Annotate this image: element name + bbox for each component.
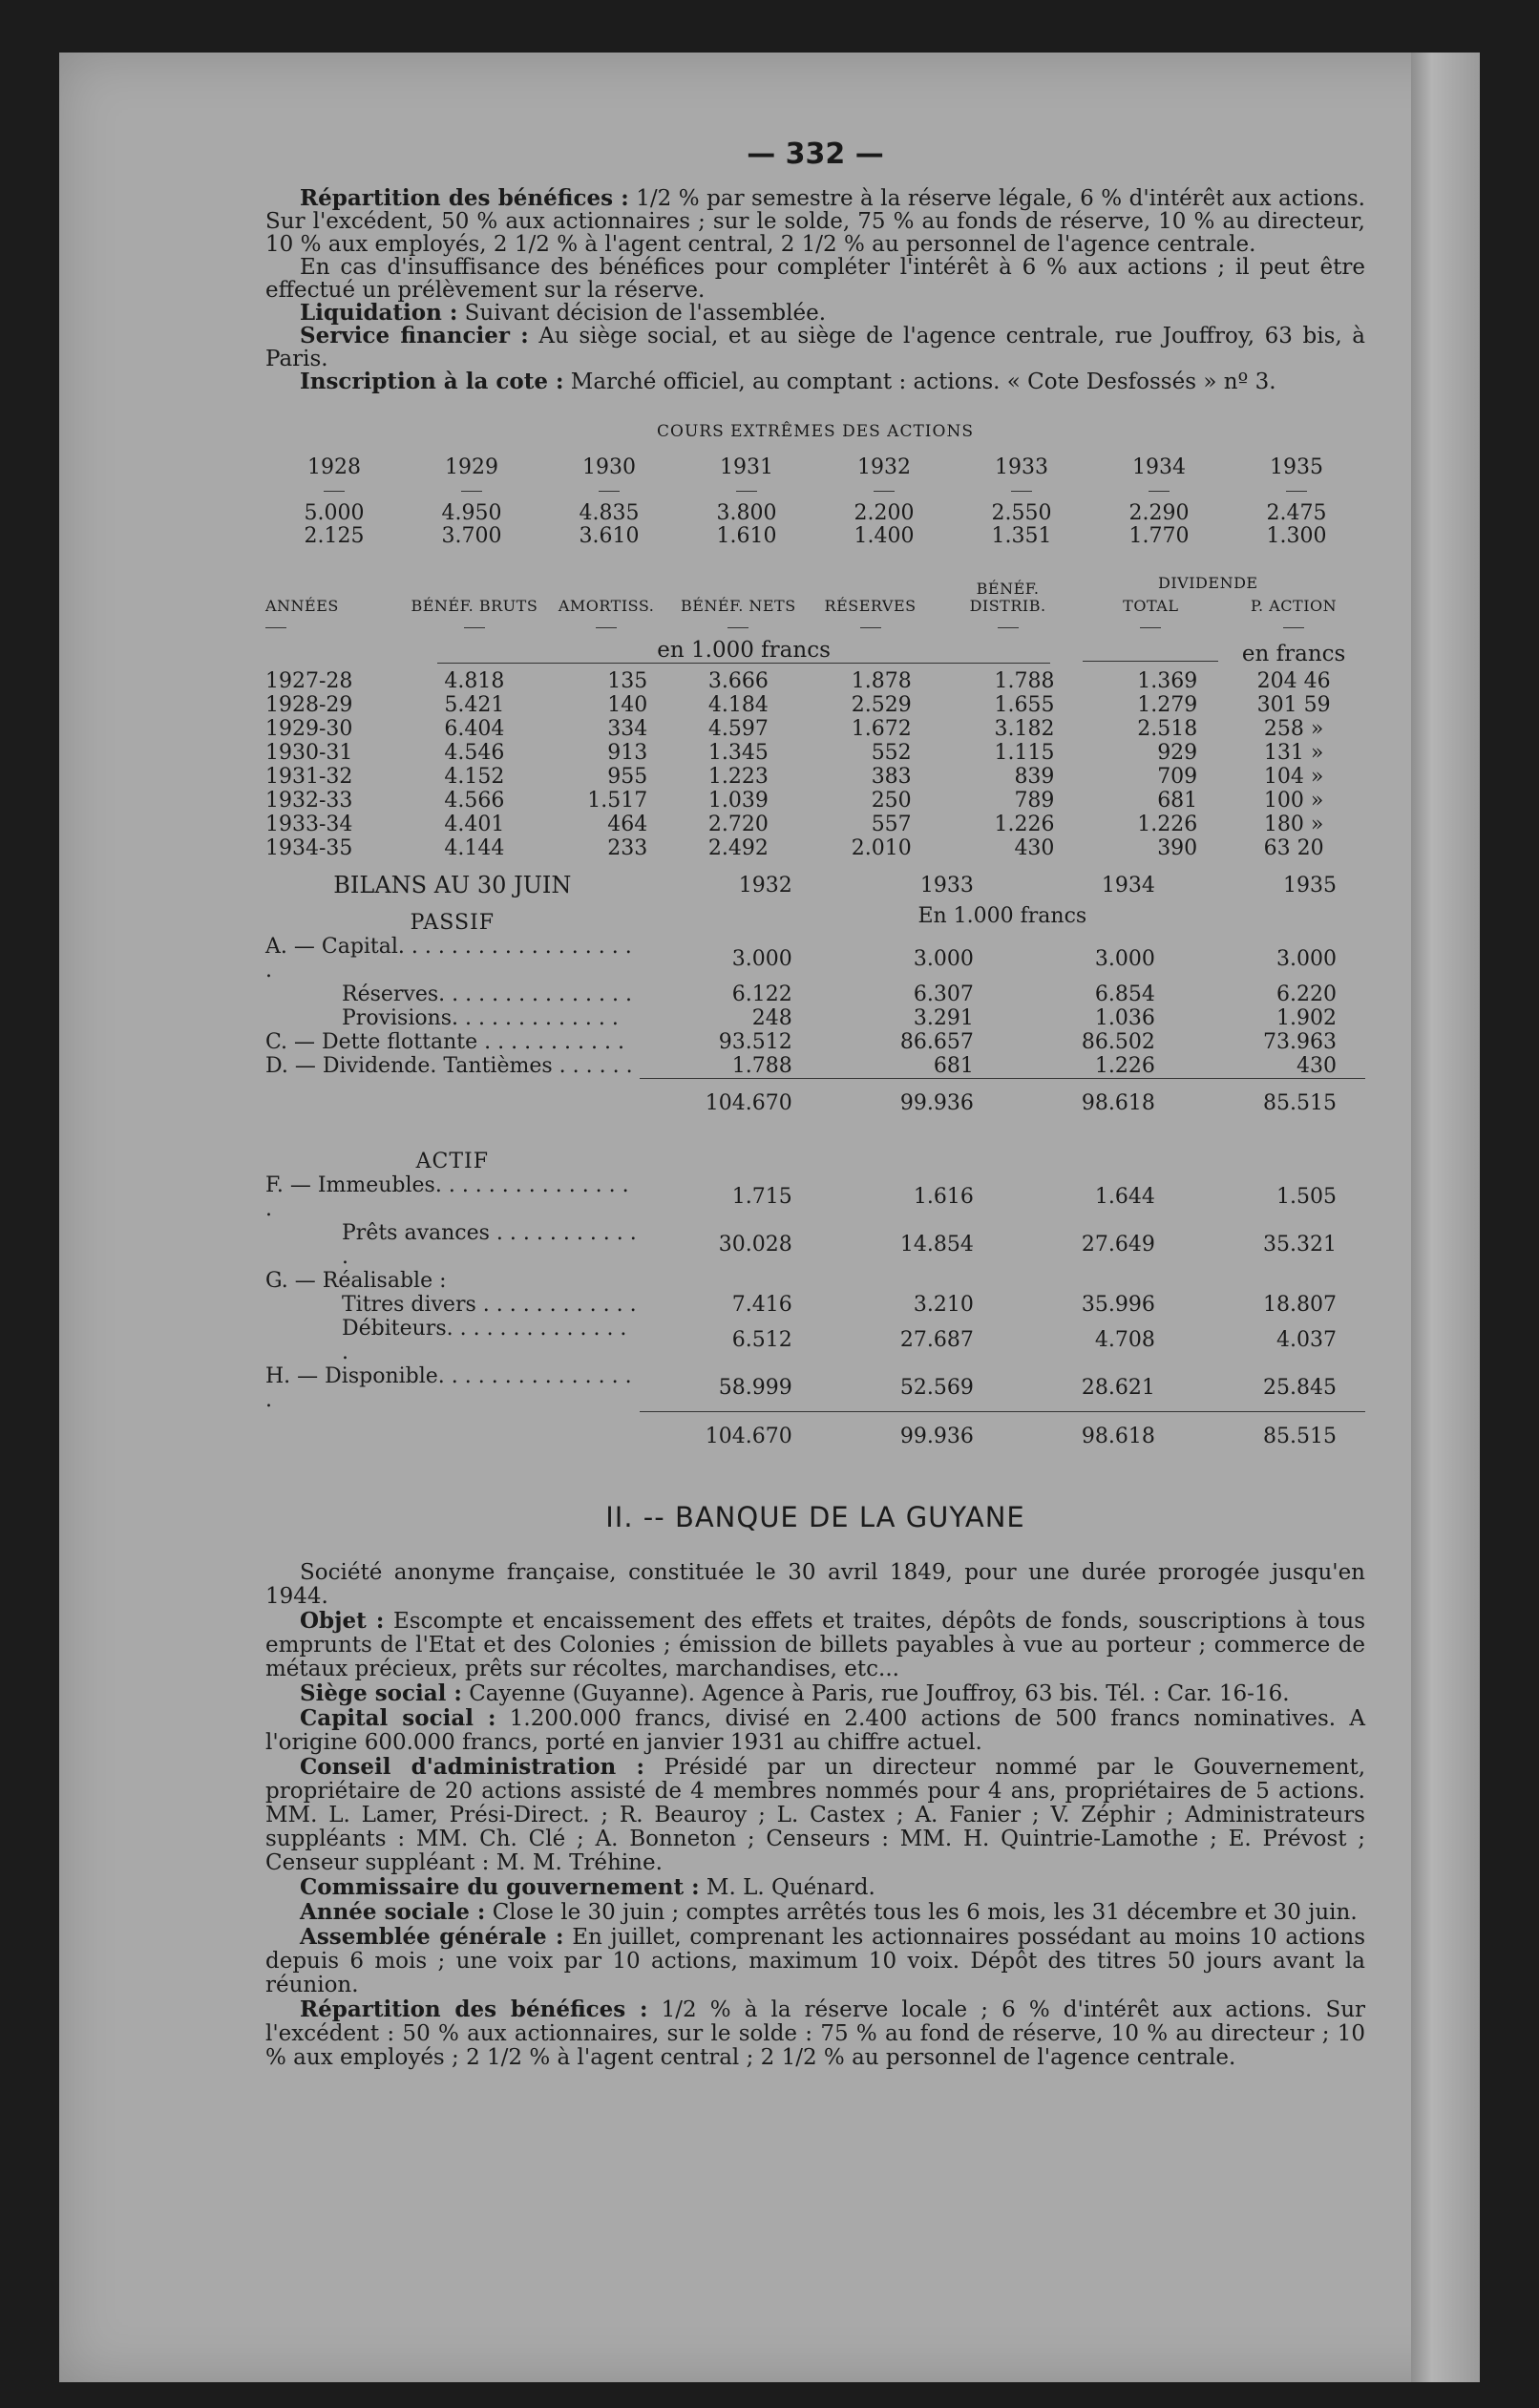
total-value: 99.936 [821,1412,1002,1454]
cours-high: 4.950 [441,501,502,525]
cell-total: 390 [1157,836,1198,860]
section-paragraph [265,1681,1365,1706]
cours-high-row [265,502,1365,525]
row-label: A. — Capital. . . . . . . . . . . . . . . . . . . [265,935,632,982]
cell-value: 52.569 [899,1375,974,1400]
cell-value [1184,1269,1365,1293]
cell-bruts: 4.818 [444,669,505,693]
cell-value: 1.788 [731,1054,792,1078]
cell-value: 35.321 [1263,1233,1337,1257]
paragraph-label: Liquidation : [300,300,458,326]
table-row [265,1054,1365,1079]
cell-value: 1.226 [1094,1054,1155,1078]
total-row [265,1412,1365,1454]
paragraph-text: 1.200.000 francs, divisé en 2.400 actions de 500 francs nominatives. A l'origine 600.000 francs, porté en janvier 1931 au chiffre actuel. [265,1705,1366,1755]
row-label: F. — Immeubles. . . . . . . . . . . . . . . . [265,1172,629,1221]
bilans-header-row [265,874,1365,898]
cell-value: 3.000 [731,946,792,971]
table-row [265,982,1365,1006]
unit-milliers-text: en 1.000 francs [657,638,831,663]
cell-value [1002,1269,1184,1293]
dash [461,491,482,492]
cell-total: 681 [1157,789,1198,813]
section-paragraph [265,1900,1365,1925]
dash [464,627,485,628]
cell-annee: 1929-30 [265,717,353,741]
cours-low: 2.125 [304,524,365,548]
dash [1283,627,1304,628]
cell-annee: 1930-31 [265,741,353,765]
cell-bruts: 4.144 [444,836,505,860]
total-value: 99.936 [821,1079,1002,1121]
dash [1286,491,1307,492]
table-row [265,1030,1365,1054]
cell-p-action: 204 46 [1256,669,1331,693]
cours-high: 2.550 [991,501,1052,525]
bilans-title: BILANS AU 30 JUIN [333,872,572,898]
cell-reserves: 557 [871,813,912,836]
bilans-unit: En 1.000 francs [917,904,1087,928]
row-label: Prêts avances . . . . . . . . . . . . [342,1220,637,1269]
cours-year: 1935 [1270,455,1323,479]
cell-value: 6.220 [1276,982,1337,1006]
cell-value: 1.505 [1276,1185,1337,1209]
dash [324,491,345,492]
cours-year: 1928 [307,455,361,479]
cell-p-action: 63 20 [1263,836,1324,860]
cell-bruts: 4.401 [444,813,505,836]
cell-amort: 464 [607,813,648,836]
col-amortiss: AMORTISS. [558,597,655,615]
cell-value [640,1269,821,1293]
cell-bruts: 4.566 [444,789,505,813]
cell-value: 7.416 [731,1292,792,1317]
unit-milliers [409,639,1080,669]
row-label: Réserves. . . . . . . . . . . . . . . [342,982,632,1006]
paragraph-text: Au siège social, et au siège de l'agence centrale, rue Jouffroy, 63 bis, à Paris. [265,324,1365,371]
intro-paragraph [265,370,1365,393]
cell-value: 27.687 [899,1328,974,1352]
cell-total: 929 [1157,741,1198,765]
cell-total: 1.279 [1137,693,1198,717]
cell-annee: 1933-34 [265,813,353,836]
cell-reserves: 250 [871,789,912,813]
cell-reserves: 383 [871,765,912,789]
cours-low: 1.610 [716,524,777,548]
actif-label: ACTIF [415,1149,490,1173]
total-value: 85.515 [1184,1412,1365,1454]
paragraph-label: Commissaire du gouvernement : [300,1873,700,1900]
col-p-action: P. ACTION [1251,597,1338,615]
cours-low: 3.700 [441,524,502,548]
paragraph-label: Siège social : [300,1679,462,1706]
cell-value: 3.291 [913,1006,974,1030]
page-edge [1411,53,1480,2382]
cell-value: 73.963 [1263,1030,1337,1054]
cell-reserves: 552 [871,741,912,765]
cours-year: 1929 [445,455,498,479]
cours-low: 1.400 [854,524,915,548]
cell-value: 86.657 [899,1030,974,1054]
cell-nets: 4.184 [707,693,769,717]
actif-header-row [265,1121,1365,1173]
cell-distrib: 430 [1014,836,1055,860]
cell-value: 3.000 [1276,946,1337,971]
page-content [265,137,1366,2070]
paragraph-text: Escompte et encaissement des effets et traites, dépôts de fonds, souscriptions à tous emprunts de l'Etat et des Colonies ; émission de billets payables à vue au porteur ; commerce de métaux précieux, prêts sur récoltes, marchandises, etc... [265,1608,1365,1681]
cell-annee: 1928-29 [265,693,353,717]
cell-value: 93.512 [718,1030,792,1054]
bilans-year: 1934 [1101,874,1155,898]
section-paragraph [265,1706,1365,1755]
paragraph-label: Conseil d'administration : [300,1753,644,1780]
cell-amort: 140 [607,693,648,717]
cell-distrib: 839 [1014,765,1055,789]
cell-amort: 334 [607,717,648,741]
cell-annee: 1927-28 [265,669,353,693]
cell-value: 14.854 [899,1233,974,1257]
cell-value: 681 [933,1054,974,1078]
intro-paragraph [265,187,1365,256]
table-row [265,935,1365,982]
table-row [265,836,1365,860]
cell-value [821,1269,1002,1293]
cell-amort: 955 [607,765,648,789]
paragraph-label: Répartition des bénéfices : [300,1996,648,2022]
section-paragraph [265,1561,1365,1609]
table-row [265,765,1365,789]
cell-value: 1.644 [1094,1185,1155,1209]
bilans-year: 1932 [738,874,792,898]
cell-amort: 1.517 [587,789,648,813]
cell-distrib: 789 [1014,789,1055,813]
cell-value: 430 [1297,1054,1337,1078]
dash [1011,491,1032,492]
cell-value: 6.307 [913,982,974,1006]
table-row [265,789,1365,813]
table-row [265,741,1365,765]
bilans-subheader-row [265,898,1365,935]
cell-value: 1.715 [731,1185,792,1209]
paragraph-label: Inscription à la cote : [300,369,564,394]
cell-reserves: 1.878 [851,669,912,693]
cell-distrib: 1.226 [994,813,1055,836]
cell-total: 2.518 [1137,717,1198,741]
unit-francs: en francs [1241,641,1346,666]
row-label: D. — Dividende. Tantièmes . . . . . . [265,1054,633,1079]
table-row [265,1364,1365,1412]
cours-year: 1930 [582,455,636,479]
intro-paragraph [265,302,1365,325]
col-annees: ANNÉES [265,597,339,615]
table-row [265,1006,1365,1030]
cours-high: 3.800 [716,501,777,525]
dash [599,491,620,492]
cell-p-action: 104 » [1263,765,1324,789]
cell-bruts: 5.421 [444,693,505,717]
cours-low: 1.351 [991,524,1052,548]
section-paragraph [265,1609,1365,1681]
paragraph-text: M. L. Quénard. [706,1874,875,1900]
paragraph-text: Présidé par un directeur nommé par le Gouvernement, propriétaire de 20 actions assisté de 4 membres nommés pour 4 ans, propriétaires de 5 actions. MM. L. Lamer, Prési-Direct. ; R. Beauroy ; L. Castex ; A. Fanier ; V. Zéphir ; Administrateurs suppléants : MM. Ch. Clé ; A. Bonneton ; Censeurs : MM. H. Quintrie-Lamothe ; E. Prévost ; Censeur suppléant : M. M. Tréhine. [265,1754,1366,1875]
cell-value: 1.036 [1094,1006,1155,1030]
section-paragraph [265,1875,1365,1900]
dash [1140,627,1161,628]
cell-value: 35.996 [1081,1292,1155,1317]
paragraph-text: Marché officiel, au comptant : actions. « Cote Desfossés » nº 3. [570,370,1276,394]
cell-p-action: 301 59 [1256,693,1331,717]
total-value: 104.670 [640,1412,821,1454]
cours-low: 1.300 [1266,524,1327,548]
paragraph-label: Capital social : [300,1704,496,1731]
dash [596,627,617,628]
cell-p-action: 100 » [1263,789,1324,813]
cell-value: 3.210 [913,1292,974,1317]
cell-value: 248 [751,1006,792,1030]
row-label: H. — Disponible. . . . . . . . . . . . . . . . [265,1363,632,1412]
cell-distrib: 1.655 [994,693,1055,717]
table-row [265,669,1365,693]
table-row [265,1221,1365,1269]
dash-row [265,479,1365,502]
cell-total: 1.369 [1137,669,1198,693]
paragraph-label: Assemblée générale : [300,1923,564,1950]
table-row [265,1269,1365,1293]
cours-year: 1931 [720,455,773,479]
cell-value: 27.649 [1081,1233,1155,1257]
cours-low: 3.610 [579,524,640,548]
cell-nets: 4.597 [707,717,769,741]
cell-distrib: 1.788 [994,669,1055,693]
cell-value: 4.708 [1094,1328,1155,1352]
col-benef-bruts: BÉNÉF. BRUTS [411,597,538,615]
row-label: Provisions. . . . . . . . . . . . . [342,1006,619,1030]
cours-year: 1932 [857,455,911,479]
col-benef-nets: BÉNÉF. NETS [680,597,796,615]
cell-value: 1.902 [1276,1006,1337,1030]
cell-bruts: 4.546 [444,741,505,765]
cell-reserves: 2.010 [851,836,912,860]
bilans-year: 1933 [919,874,974,898]
cell-annee: 1932-33 [265,789,353,813]
table-row [265,813,1365,836]
total-value: 98.618 [1002,1079,1184,1121]
cours-low-row [265,525,1365,548]
cell-nets: 1.345 [707,741,769,765]
paragraph-label: Répartition des bénéfices : [300,185,629,211]
intro-paragraph [265,256,1365,302]
dash [874,491,895,492]
cell-nets: 2.492 [707,836,769,860]
cell-value: 25.845 [1263,1375,1337,1400]
paragraph-label: Service financier : [300,323,529,349]
cell-nets: 1.039 [707,789,769,813]
dash [265,627,286,628]
section-paragraph [265,1925,1365,1997]
cell-reserves: 2.529 [851,693,912,717]
cell-value: 6.854 [1094,982,1155,1006]
table-row [265,693,1365,717]
page-number: — 332 — [747,137,884,171]
bilans-year: 1935 [1283,874,1337,898]
dash [1149,491,1170,492]
row-label: C. — Dette flottante . . . . . . . . . . . [265,1030,624,1054]
passif-label: PASSIF [410,911,495,935]
paragraph-text: 1/2 % par semestre à la réserve légale, 6 % d'intérêt aux actions. Sur l'excédent, 50 % aux actionnaires ; sur le solde, 75 % au fonds de réserve, 10 % au directeur, 10 % aux employés, 2 1/2 % à l'agent central, 2 1/2 % au personnel de l'agence centrale. [265,186,1365,257]
dash-row [265,615,1365,639]
cours-years-row [265,456,1365,479]
bilans-table [265,874,1365,1454]
cell-value: 28.621 [1081,1375,1155,1400]
section-paragraph [265,1997,1365,2070]
cours-high: 2.475 [1266,501,1327,525]
paragraph-text: Société anonyme française, constituée le 30 avril 1849, pour une durée prorogée jusqu'en 1944. [265,1559,1365,1609]
cell-bruts: 4.152 [444,765,505,789]
cell-amort: 913 [607,741,648,765]
cell-value: 18.807 [1263,1292,1337,1317]
cell-bruts: 6.404 [444,717,505,741]
cell-nets: 2.720 [707,813,769,836]
total-value: 85.515 [1184,1079,1365,1121]
col-reserves: RÉSERVES [824,597,917,615]
col-total-label: TOTAL [1123,597,1179,615]
cell-value: 3.000 [1094,946,1155,971]
cours-year: 1934 [1132,455,1186,479]
cell-nets: 1.223 [707,765,769,789]
total-row [265,1079,1365,1121]
unit-line [1079,639,1222,669]
row-label: Débiteurs. . . . . . . . . . . . . . . [342,1316,627,1364]
cell-value: 3.000 [913,946,974,971]
cours-table [265,456,1365,548]
cell-annee: 1934-35 [265,836,353,860]
paragraph-text: Suivant décision de l'assemblée. [464,301,827,326]
cours-high: 5.000 [304,501,365,525]
paragraph-label: Année sociale : [300,1898,486,1925]
benefices-rows [265,669,1365,860]
cell-value: 6.122 [731,982,792,1006]
unit-row [265,639,1365,669]
benefices-table [265,575,1365,860]
col-benef-distrib: BÉNÉF. DISTRIB. [969,580,1046,615]
benefices-header-row [265,575,1365,615]
dash [736,491,757,492]
section-paragraph [265,1755,1365,1875]
cell-annee: 1931-32 [265,765,353,789]
intro-paragraph [265,325,1365,370]
row-label: G. — Réalisable : [265,1268,447,1293]
cours-high: 2.200 [854,501,915,525]
cell-nets: 3.666 [707,669,769,693]
total-value: 104.670 [640,1079,821,1121]
cell-value: 4.037 [1276,1328,1337,1352]
cell-distrib: 3.182 [994,717,1055,741]
cours-caption: COURS EXTRÊMES DES ACTIONS [657,422,974,441]
cell-total: 1.226 [1137,813,1198,836]
table-row [265,1317,1365,1364]
table-row [265,1173,1365,1221]
table-row [265,717,1365,741]
cell-p-action: 180 » [1263,813,1324,836]
total-value: 98.618 [1002,1412,1184,1454]
table-row [265,1293,1365,1317]
cours-low: 1.770 [1128,524,1190,548]
cell-amort: 233 [607,836,648,860]
cell-total: 709 [1157,765,1198,789]
paragraph-text: En cas d'insuffisance des bénéfices pour compléter l'intérêt à 6 % aux actions ; il peut être effectué un prélèvement sur la réserve. [265,255,1365,303]
section-title: II. -- BANQUE DE LA GUYANE [605,1500,1025,1533]
paragraph-text: En juillet, comprenant les actionnaires possédant au moins 10 actions depuis 6 mois ; une voix par 10 actions, maximum 10 voix. Dépôt des titres 50 jours avant la réunion. [265,1924,1366,1997]
cell-p-action: 131 » [1263,741,1324,765]
dash [860,627,881,628]
paragraph-text: Cayenne (Guyanne). Agence à Paris, rue Jouffroy, 63 bis. Tél. : Car. 16-16. [469,1680,1290,1706]
cell-value: 1.616 [913,1185,974,1209]
dash [998,627,1019,628]
section2-body [265,1561,1365,2070]
col-dividende: DIVIDENDE [1158,574,1258,592]
cours-high: 4.835 [579,501,640,525]
cell-distrib: 1.115 [994,741,1055,765]
cell-value: 86.502 [1081,1030,1155,1054]
cell-reserves: 1.672 [851,717,912,741]
row-label: Titres divers . . . . . . . . . . . . [342,1292,637,1317]
cell-value: 30.028 [718,1233,792,1257]
paragraph-text: 1/2 % à la réserve locale ; 6 % d'intérêt aux actions. Sur l'excédent : 50 % aux actionnaires, sur le solde : 75 % au fond de réserve, 10 % au directeur ; 10 % aux employés ; 2 1/2 % à l'agent central ; 2 1/2 % au personnel de l'agence centrale. [265,1996,1366,2070]
cell-value: 6.512 [731,1328,792,1352]
paragraph-label: Objet : [300,1607,385,1634]
col-total [1079,574,1258,615]
paragraph-text: Close le 30 juin ; comptes arrêtés tous les 6 mois, les 31 décembre et 30 juin. [492,1899,1358,1925]
cell-p-action: 258 » [1263,717,1324,741]
cours-high: 2.290 [1128,501,1190,525]
dash [727,627,748,628]
cours-year: 1933 [995,455,1048,479]
intro-section [265,187,1365,393]
cell-value: 58.999 [718,1375,792,1400]
cell-amort: 135 [607,669,648,693]
